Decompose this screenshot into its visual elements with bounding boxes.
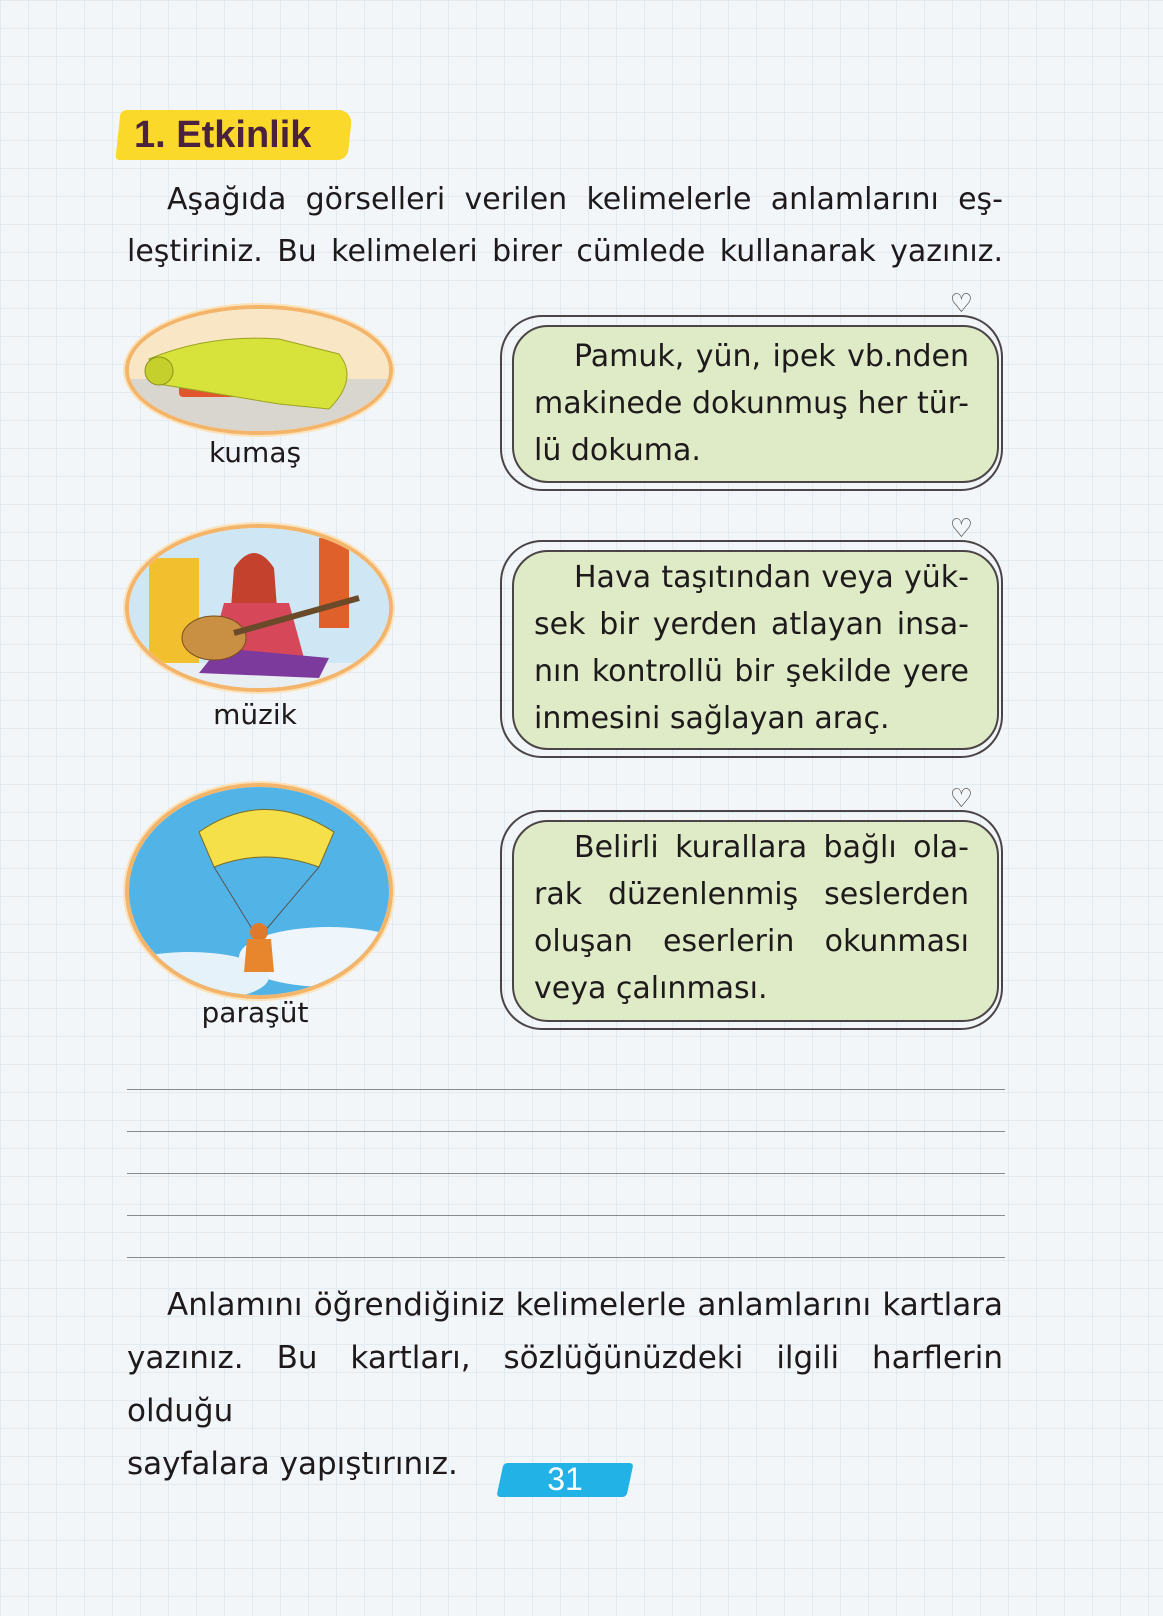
instruction-line: Aşağıda görselleri verilen kelimelerle anlamlarını eş- bbox=[167, 182, 1003, 217]
page-number-badge bbox=[480, 1455, 650, 1503]
definition-card: ♡ Hava taşıtından veya yük- sek bir yerden atlayan insa- nın kontrollü bir şekilde yere inmesini sağlayan araç. bbox=[500, 540, 1003, 758]
writing-line[interactable] bbox=[127, 1215, 1005, 1216]
definition-card: ♡ Pamuk, yün, ipek vb.nden makinede dokunmuş her tür- lü dokuma. bbox=[500, 315, 1003, 491]
writing-line[interactable] bbox=[127, 1131, 1005, 1132]
page-number: 31 bbox=[547, 1461, 583, 1497]
heart-icon: ♡ bbox=[949, 514, 973, 544]
heart-icon: ♡ bbox=[949, 289, 973, 319]
writing-line[interactable] bbox=[127, 1089, 1005, 1090]
heart-icon: ♡ bbox=[949, 784, 973, 814]
writing-line[interactable] bbox=[127, 1257, 1005, 1258]
definition-card: ♡ Belirli kurallara bağlı ola- rak düzenlenmiş seslerden oluşan eserlerin okunması veya çalınması. bbox=[500, 810, 1003, 1030]
word-label: kumaş bbox=[208, 436, 302, 469]
closing-text: Anlamını öğrendiğiniz kelimelerle anlamlarını kartlara yazınız. Bu kartları, sözlüğünüzdeki ilgili harflerin olduğu sayfalara yapıştırınız. bbox=[127, 1287, 1003, 1482]
parachute-image bbox=[125, 783, 393, 999]
word-label: müzik bbox=[213, 698, 297, 731]
activity-title: 1. Etkinlik bbox=[134, 114, 312, 156]
writing-line[interactable] bbox=[127, 1173, 1005, 1174]
instruction-line: leştiriniz. Bu kelimeleri birer cümlede kullanarak yazınız. bbox=[127, 234, 1003, 269]
instruction-text bbox=[127, 174, 1003, 278]
fabric-image bbox=[125, 305, 393, 435]
word-label: paraşüt bbox=[201, 996, 309, 1029]
music-image bbox=[125, 524, 393, 692]
activity-heading bbox=[118, 110, 350, 160]
